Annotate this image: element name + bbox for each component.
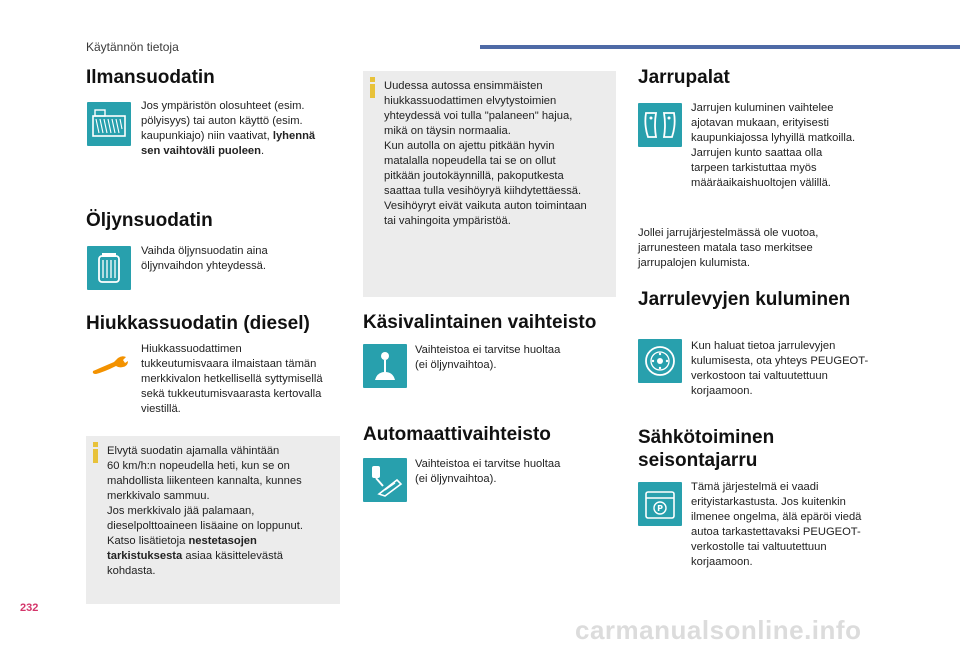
heading-air-filter: Ilmansuodatin [86,67,215,88]
automatic-gearbox-text: Vaihteistoa ei tarvitse huoltaa (ei öljynvaihtoa). [415,458,561,485]
brake-discs-text: Kun haluat tietoa jarrulevyjen kulumisesta, ota yhteys PEUGEOT- verkostoon tai valtuutettuun korjaamoon. [691,340,869,397]
page-number: 232 [20,602,39,614]
heading-automatic-gearbox: Automaattivaihteisto [363,424,551,445]
automatic-gearbox-icon [363,458,407,502]
heading-manual-gearbox: Käsivalintainen vaihteisto [363,312,597,333]
heading-parking-brake: Sähkötoiminen seisontajarru [638,427,775,471]
brake-pads-text: Jarrujen kuluminen vaihtelee ajotavan mukaan, erityisesti kaupunkiajossa lyhyillä matkoilla. Jarrujen kunto saattaa olla tarpeen tarkistuttaa myös määräaikaishuoltojen välillä. [691,102,856,189]
manual-gearbox-text: Vaihteistoa ei tarvitse huoltaa (ei öljynvaihtoa). [415,344,561,371]
note-box-new-car [363,71,616,297]
brake-pads-icon [638,103,682,147]
oil-filter-text: Vaihda öljynsuodatin aina öljynvaihdon yhteydessä. [141,245,268,272]
watermark: carmanualsonline.info [575,615,862,645]
svg-text:P: P [657,504,663,513]
parking-brake-icon [638,482,682,526]
heading-particle-filter: Hiukkassuodatin (diesel) [86,313,310,334]
air-filter-icon [87,102,131,146]
manual-gearbox-icon [363,344,407,388]
heading-oil-filter: Öljynsuodatin [86,210,213,231]
wrench-warning-icon [90,352,130,376]
air-filter-text: Jos ympäristön olosuhteet (esim. pölyisyys) tai auton käyttö (esim. kaupunkiajo) niin vaativat, lyhennä sen vaihtoväli puoleen. [141,100,316,157]
brake-fluid-text: Jollei jarrujärjestelmässä ole vuotoa, jarrunesteen matala taso merkitsee jarrupalojen kulumista. [638,227,819,269]
heading-brake-pads: Jarrupalat [638,67,730,88]
note-regeneration-text: Elvytä suodatin ajamalla vähintään 60 km/h:n nopeudella heti, kun se on mahdollista liikenteen kannalta, kunnes merkkivalo sammuu. Jos merkkivalo jää palamaan, dieselpolttoaineen lisäaine on loppunut. Katso lisätietoja nestetasojen tarkistuksesta asiaa käsittelevästä kohdasta. [107,445,303,577]
particle-filter-text: Hiukkassuodattimen tukkeutumisvaara ilmaistaan tämän merkkivalon hetkellisellä syttymisellä sekä tukkeutumisvaarasta kertovalla viestillä. [141,343,323,415]
header-accent-bar [480,45,960,49]
brake-disc-icon [638,339,682,383]
note-new-car-text: Uudessa autossa ensimmäisten hiukkassuodattimen elvytystoimien yhteydessä voi tulla "palaneen" hajua, mikä on täysin normaalia. Kun autolla on ajettu pitkään hyvin matalalla nopeudella tai se on ollut pitkään joutokäynnillä, pakoputkesta saattaa tulla vesihöyryä kiihdytettäessä. Vesihöyryt eivät vaikuta auton toimintaan tai vahingoita ympäristöä. [384,80,587,227]
oil-filter-icon [87,246,131,290]
parking-brake-text: Tämä järjestelmä ei vaadi erityistarkastusta. Jos kuitenkin ilmenee ongelma, älä epäröi viedä autoa tarkastettavaksi PEUGEOT- verkostolle tai valtuutettuun korjaamoon. [691,481,862,568]
heading-brake-discs: Jarrulevyjen kuluminen [638,289,851,310]
chapter-title: Käytännön tietoja [86,40,179,54]
note-box-regeneration [86,436,340,604]
info-icon [92,442,98,463]
info-icon [369,77,375,98]
